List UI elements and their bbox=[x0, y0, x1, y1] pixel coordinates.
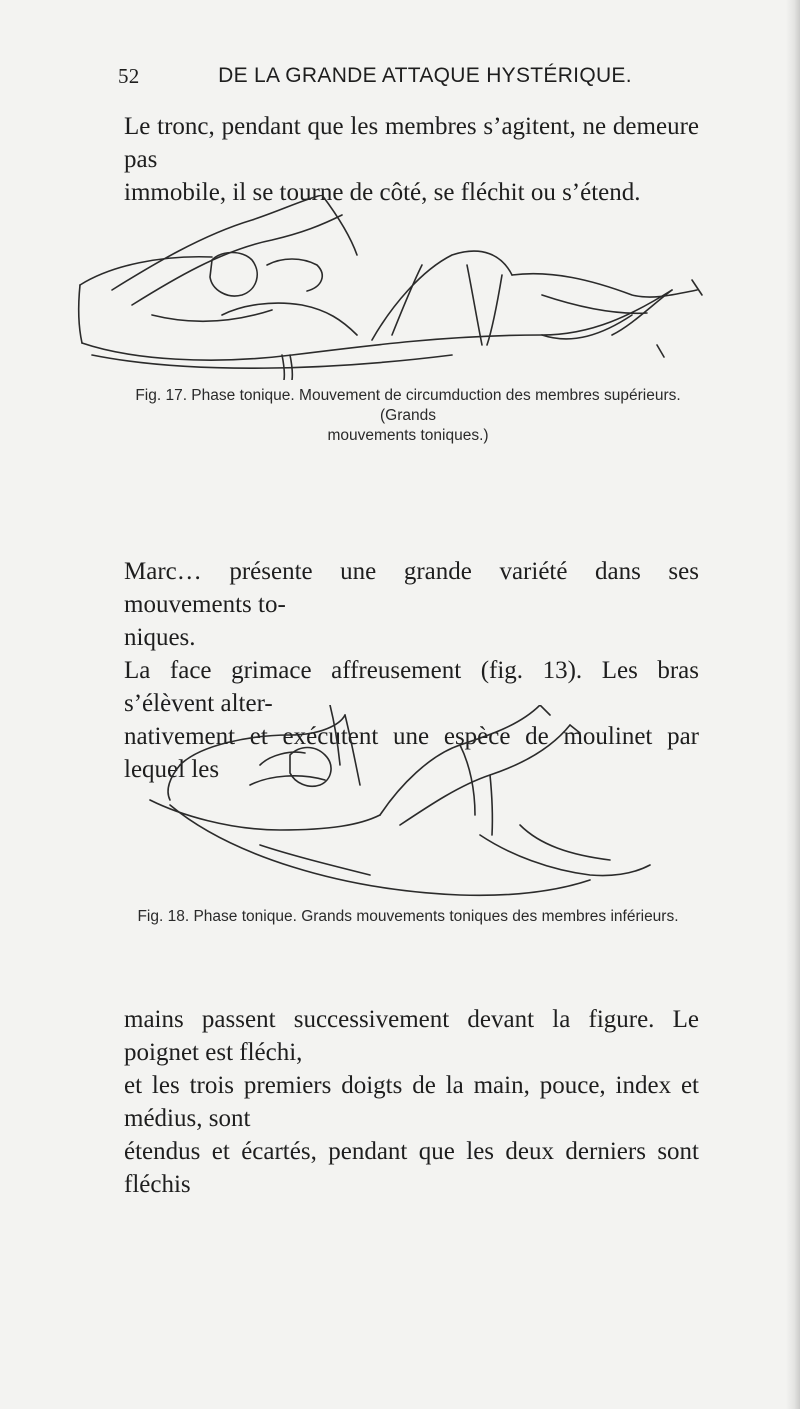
figure-17-illustration bbox=[72, 195, 722, 380]
p3-line-2: et les trois premiers doigts de la main, pouce, index et médius, sont bbox=[124, 1072, 699, 1132]
page-edge-shadow bbox=[786, 0, 800, 1409]
p3-line-3: étendus et écartés, pendant que les deux derniers sont fléchis bbox=[124, 1138, 699, 1198]
figure-18-caption bbox=[110, 907, 706, 927]
p1-line-1: Le tronc, pendant que les membres s’agitent, ne demeure pas bbox=[124, 113, 699, 173]
figure-17-caption-line-2: mouvements toniques.) bbox=[327, 427, 489, 444]
p2-line-1: Marc… présente une grande variété dans ses mouvements to- bbox=[124, 558, 699, 618]
page-number: 52 bbox=[118, 64, 140, 88]
figure-17-caption-line-1: Fig. 17. Phase tonique. Mouvement de circumduction des membres supérieurs. (Grands bbox=[135, 387, 681, 424]
figure-18-drawing bbox=[140, 705, 660, 905]
paragraph-3 bbox=[124, 1003, 699, 1201]
p2-line-4: nativement et exécutent une espèce de moulinet par lequel les bbox=[124, 723, 699, 783]
figure-17-caption bbox=[110, 386, 706, 446]
p2-line-2: niques. bbox=[124, 624, 196, 651]
p1-line-2: immobile, il se tourne de côté, se fléchit ou s’étend. bbox=[124, 179, 641, 206]
running-head: DE LA GRANDE ATTAQUE HYSTÉRIQUE. bbox=[218, 64, 632, 87]
p3-line-1: mains passent successivement devant la figure. Le poignet est fléchi, bbox=[124, 1006, 699, 1066]
figure-17-drawing bbox=[72, 195, 722, 380]
page-header bbox=[118, 64, 688, 94]
p2-line-3: La face grimace affreusement (fig. 13). Les bras s’élèvent alter- bbox=[124, 657, 699, 717]
figure-18-caption-line-1: Fig. 18. Phase tonique. Grands mouvements toniques des membres inférieurs. bbox=[137, 908, 679, 925]
